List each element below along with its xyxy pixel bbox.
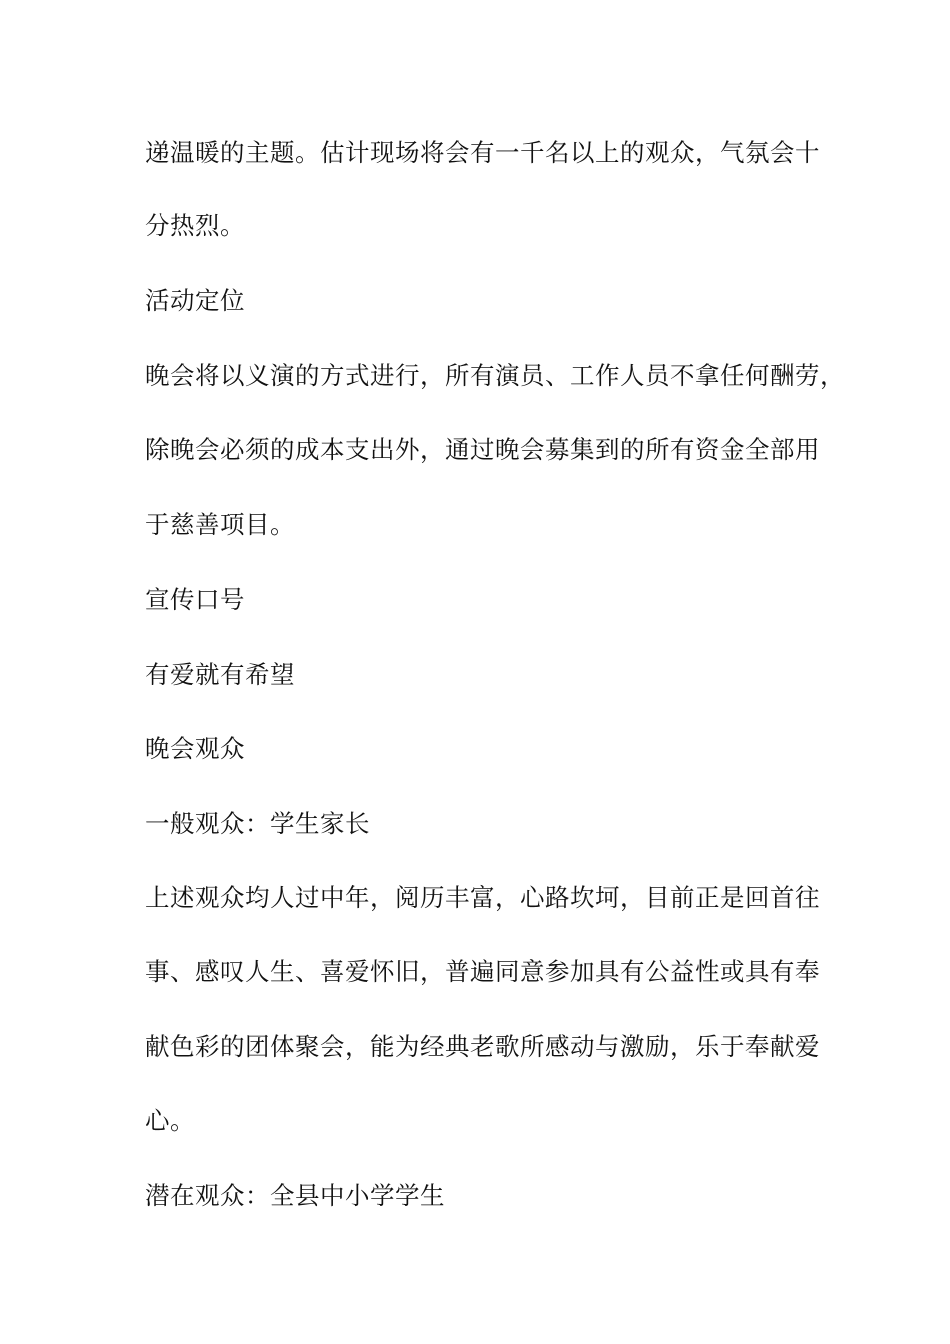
paragraph-line: 一般观众：学生家长 [145,809,370,838]
paragraph-line: 潜在观众：全县中小学学生 [145,1181,445,1210]
section-heading: 活动定位 [145,286,245,315]
paragraph-line: 分热烈。 [145,211,245,240]
paragraph-line: 上述观众均人过中年，阅历丰富，心路坎坷，目前正是回首往 [145,883,820,912]
slogan-line: 有爱就有希望 [145,660,295,689]
paragraph-line: 晚会将以义演的方式进行，所有演员、工作人员不拿任何酬劳， [145,361,845,390]
paragraph-line: 除晚会必须的成本支出外，通过晚会募集到的所有资金全部用 [145,435,820,464]
paragraph-line: 献色彩的团体聚会，能为经典老歌所感动与激励，乐于奉献爱 [145,1032,820,1061]
paragraph-line: 事、感叹人生、喜爱怀旧，普遍同意参加具有公益性或具有奉 [145,957,820,986]
paragraph-line: 于慈善项目。 [145,510,295,539]
paragraph-line: 递温暖的主题。估计现场将会有一千名以上的观众，气氛会十 [145,138,820,167]
section-heading: 宣传口号 [145,585,245,614]
section-heading: 晚会观众 [145,734,245,763]
paragraph-line: 心。 [145,1106,195,1135]
